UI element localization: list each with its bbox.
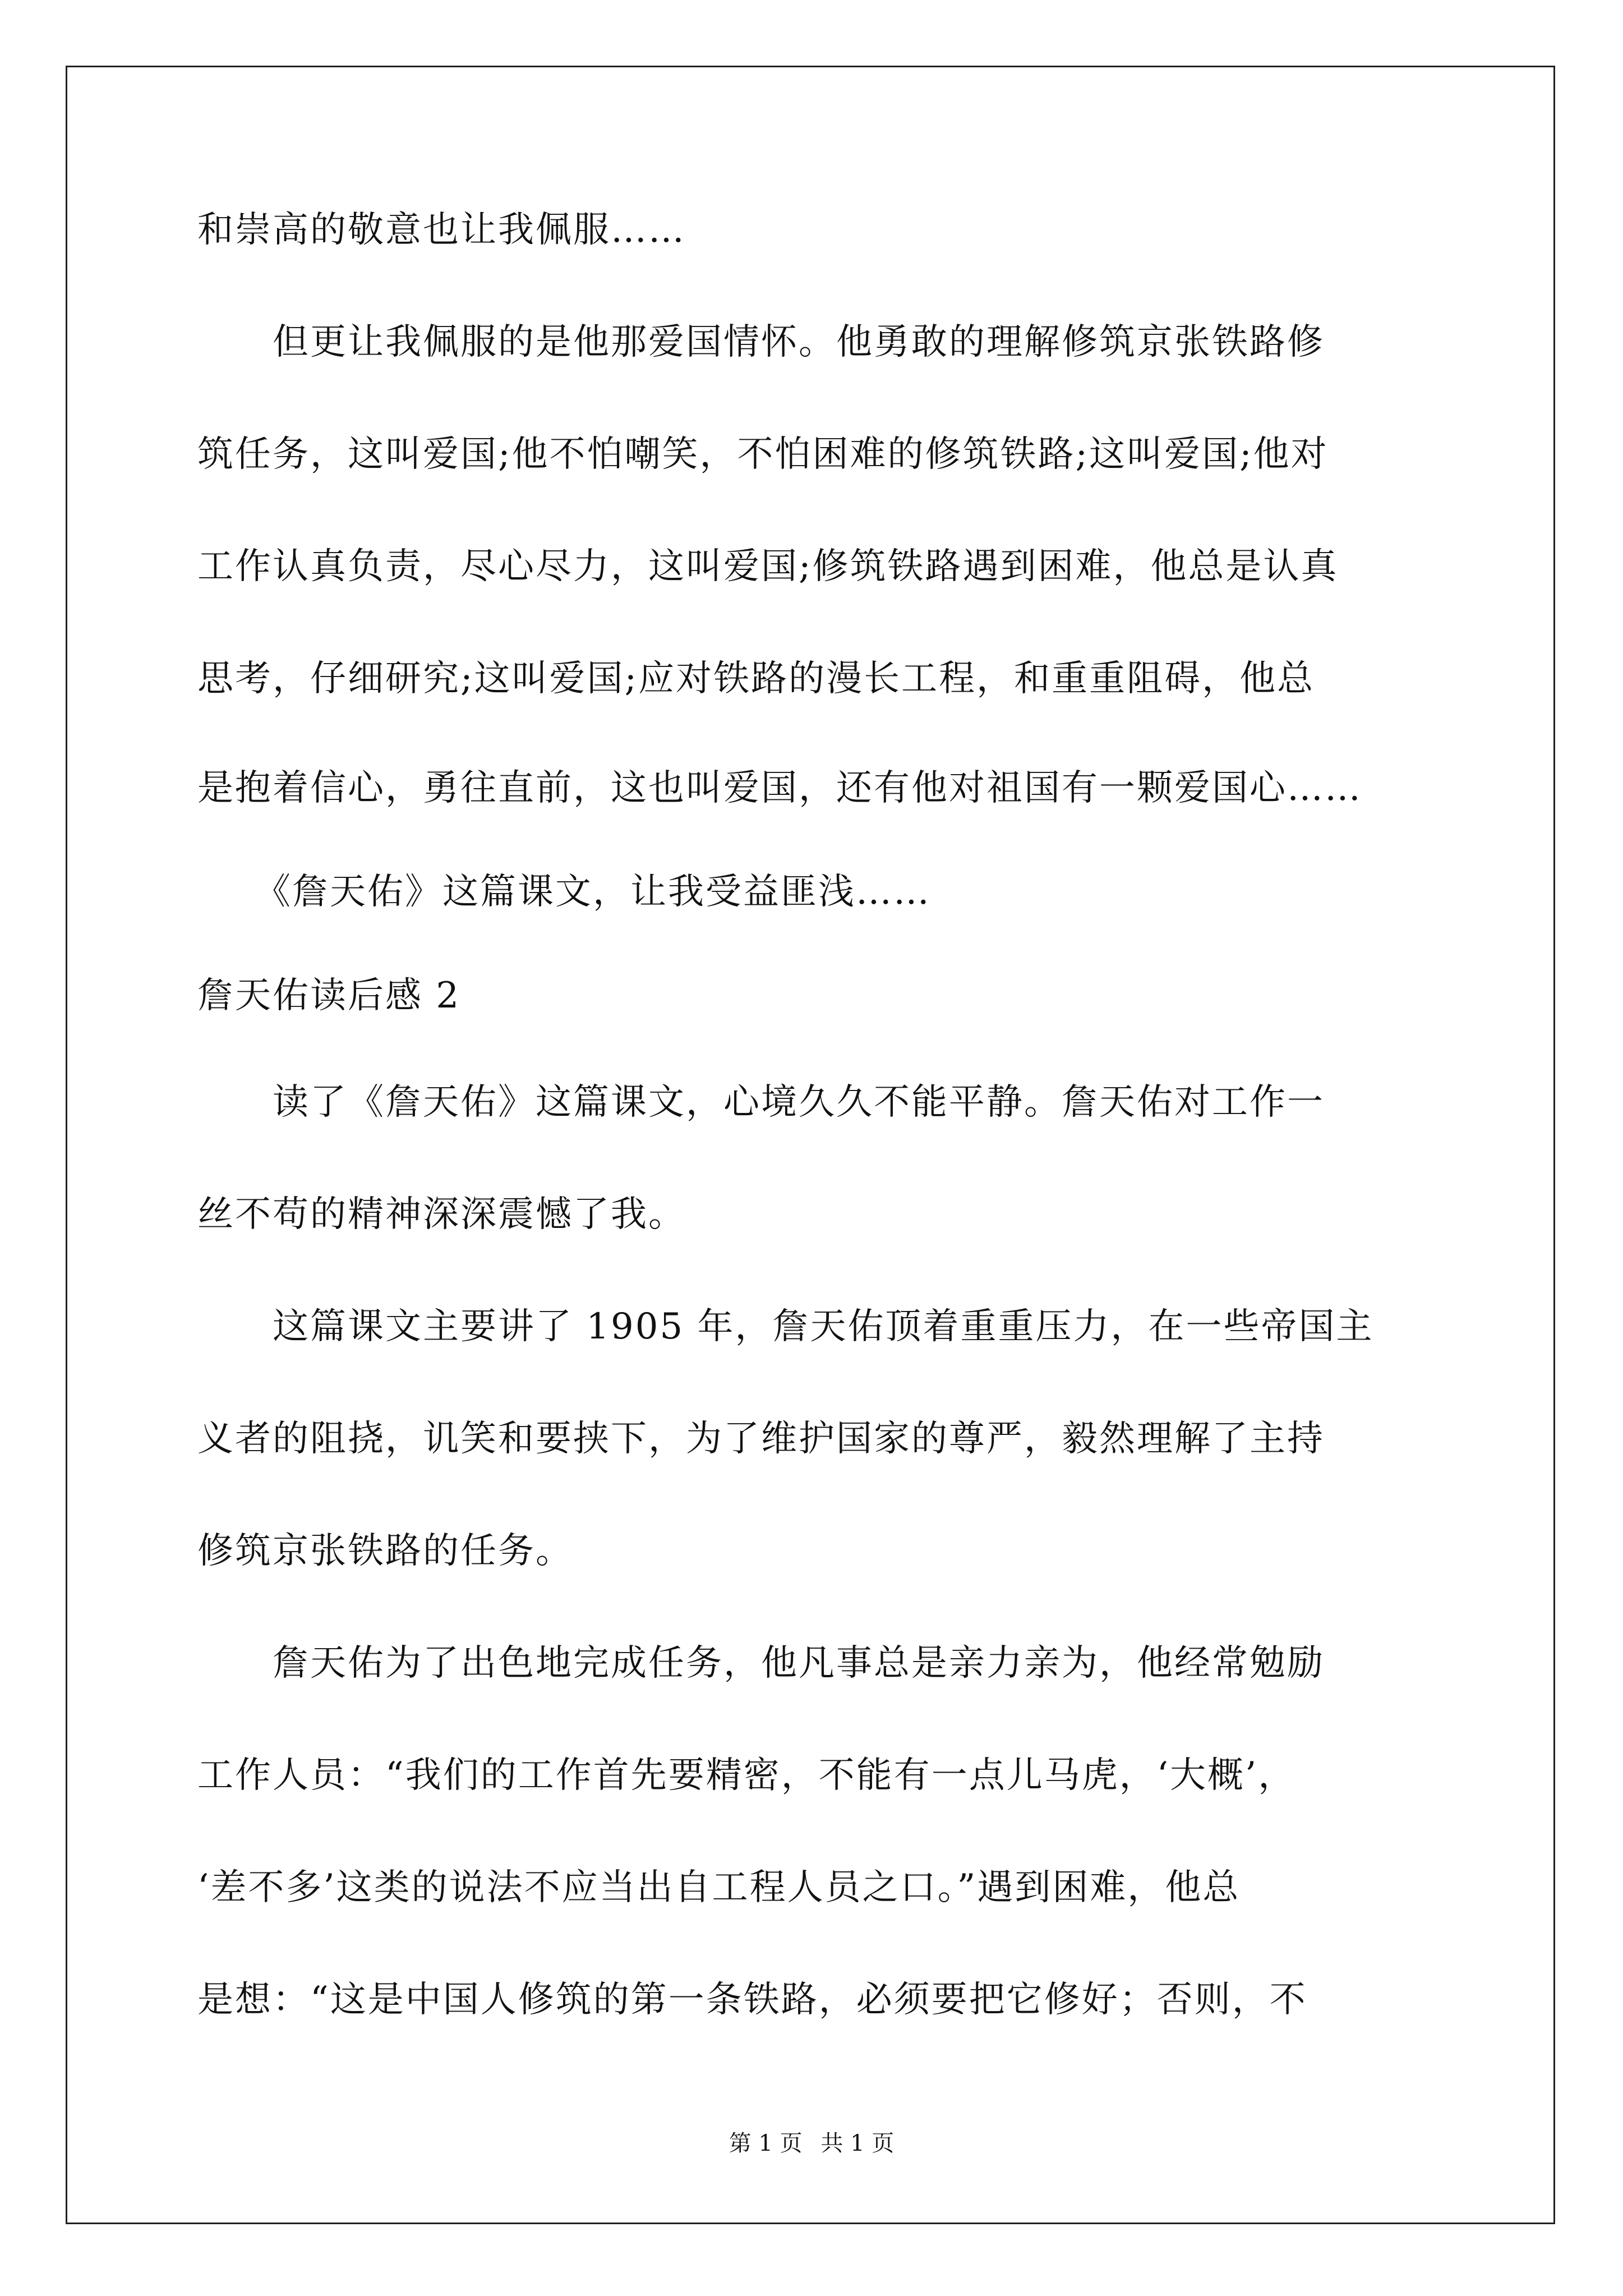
text-line: 工作认真负责，尽心尽力，这叫爱国;修筑铁路遇到困难，他总是认真 [197,546,1339,587]
text-line: 詹天佑为了出色地完成任务，他凡事总是亲力亲为，他经常勉励 [197,1642,1325,1684]
text-line: 思考，仔细研究;这叫爱国;应对铁路的漫长工程，和重重阻碍，他总 [197,658,1315,700]
text-line: 读了《詹天佑》这篇课文，心境久久不能平静。詹天佑对工作一 [197,1082,1325,1123]
text-line: ‘差不多’这类的说法不应当出自工程人员之口。”遇到困难，他总 [197,1867,1241,1908]
section-heading: 詹天佑读后感 2 [197,975,461,1016]
text-line: 工作人员：“我们的工作首先要精密，不能有一点儿马虎，‘大概’， [197,1755,1296,1796]
text-line: 但更让我佩服的是他那爱国情怀。他勇敢的理解修筑京张铁路修 [197,321,1325,363]
page-number: 第 1 页 [728,2131,803,2156]
text-line: 《詹天佑》这篇课文，让我受益匪浅…… [197,871,931,913]
page-total: 共 1 页 [820,2131,895,2156]
text-line: 义者的阻挠，讥笑和要挟下，为了维护国家的尊严，毅然理解了主持 [197,1418,1325,1460]
text-line: 是抱着信心，勇往直前，这也叫爱国，还有他对祖国有一颗爱国心…… [197,767,1362,809]
text-line: 丝不苟的精神深深震憾了我。 [197,1194,686,1235]
text-line: 这篇课文主要讲了 1905 年，詹天佑顶着重重压力，在一些帝国主 [197,1306,1374,1347]
page-footer [0,2129,1623,2157]
text-line: 筑任务，这叫爱国;他不怕嘲笑，不怕困难的修筑铁路;这叫爱国;他对 [197,434,1329,475]
text-line: 和崇高的敬意也让我佩服…… [197,209,686,251]
text-line: 修筑京张铁路的任务。 [197,1530,573,1572]
text-line: 是想：“这是中国人修筑的第一条铁路，必须要把它修好；否则，不 [197,1979,1307,2021]
